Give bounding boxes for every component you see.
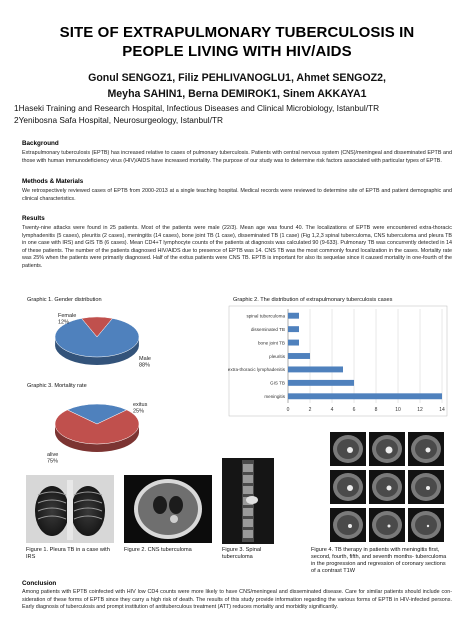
figure4-caption: Figure 4. TB therapy in patients with meningitis first, second, fourth, fifth, and seventh months- tuberculoma in the progression and regression of coronary sections of a contrast T1W xyxy=(311,547,447,574)
y-tick-label: pleuritis xyxy=(269,353,285,359)
conclusion-heading: Conclusion xyxy=(22,580,57,587)
x-tick-label: 10 xyxy=(395,407,401,413)
figure1-caption: Figure 1. Pleura TB in a case with IRS xyxy=(26,547,110,560)
bar-spinal-tuberculoma xyxy=(288,313,299,319)
authors-line-1: Gonul SENGOZ1, Filiz PEHLIVANOGLU1, Ahmet SENGOZ2, xyxy=(88,72,386,84)
eptb-bar-chart xyxy=(228,305,448,417)
graphic2-title: Graphic 2. The distribution of extrapulmonary tuberculosis cases xyxy=(233,297,393,303)
bar-meningitis xyxy=(288,393,442,399)
mri-panel-7 xyxy=(330,508,366,542)
brain-mri-grid xyxy=(328,430,446,545)
title-line-2: PEOPLE LIVING WITH HIV/AIDS xyxy=(122,43,352,60)
y-tick-label: GIS TB xyxy=(270,380,285,386)
brain-ct-image xyxy=(124,475,212,543)
affiliation-1: 1Haseki Training and Research Hospital, Infectious Diseases and Clinical Microbiology, Istanbul/TR xyxy=(14,103,380,113)
spine-mri-image xyxy=(222,458,274,544)
mri-panel-5 xyxy=(369,470,405,504)
y-tick-label: extra-thoracic lymphadenitis xyxy=(228,367,285,373)
title-line-1: SITE OF EXTRAPULMONARY TUBERCULOSIS IN xyxy=(59,24,415,41)
mortality-pie-chart xyxy=(27,392,207,466)
background-text: Extrapulmonary tuberculosis (EPTB) has increased relative to cases of pulmonary tuberculosis. Patients with central nervous system (CNS)/meningeal and disseminated EPTB and those with human immunodeficiency virus (HIV)/AIDS have increased mortality. The purpose of our study was to determine risk factors associated with particular types of EPTB. xyxy=(22,150,452,164)
methods-text: We retrospectively reviewed cases of EPTB from 2000-2013 at a single teaching hospital. Medical records were reviewed to determine site of EPTB and patient demographic and clinical characteristics. xyxy=(22,188,452,202)
results-text: Twenty-nine attacks were found in 25 patients. Most of the patients were male (22/3). Mean age was found 40. The localizations of EPTB were encountered extra-thoracic lymphadenitis (5 cases), pleuritis (2 cases), meningitis (14 cases), bone joint TB (1 case), disseminated TB (1 case) (Fig 1,2,3 spinal tuberculoma, CNS tuberculoma and pleura TB in one case with IRS) and GIS TB (6 cases). Mean CD4+T lymphocyte counts of the patients at diagnosis was calculated 90 (9-633). Pulmonary TB was concurrently detected in 14 of these patients. The number of the patients diagnosed HIV/AIDS due to presence of EPTB was 14. CNS TB was the most commonly found localization in the cases. Mortality rate was 25% when the patients were primarily diagnosed. Half of the exitus patients were CNS TB. EPTB is important for also its sequelae since it caused mortality in one-fourth of the patients. xyxy=(22,225,452,269)
x-tick-label: 0 xyxy=(286,407,290,413)
x-tick-label: 2 xyxy=(308,407,312,413)
mri-panel-8 xyxy=(369,508,405,542)
poster-title xyxy=(10,23,464,61)
y-tick-label: bone joint TB xyxy=(258,340,285,346)
graphic3-title: Graphic 3. Mortality rate xyxy=(27,383,87,389)
mri-panel-3 xyxy=(408,432,444,466)
x-tick-label: 4 xyxy=(330,407,334,413)
y-tick-label: disseminated TB xyxy=(250,326,285,332)
figure2-caption: Figure 2. CNS tuberculoma xyxy=(124,547,192,553)
mri-panel-4 xyxy=(330,470,366,504)
pie-label-female: Female 12% xyxy=(58,313,77,326)
figure3-caption: Figure 3. Spinal tuberculoma xyxy=(222,547,262,560)
conclusion-text: Among patients with EPTB coinfected with HIV low CD4 counts were more likely to have CNS/meningeal and disseminated disease. Care for similar patients should include con- sideration of these forms of EPTB since they carry a high risk of death. The results of this study provide information regarding the various forms of EPTB in HIV-infected persons. Early diagnosis of tuberculosis and prompt institution of antituberculous treatment (ATT) reduces mortality and morbidity significantly. xyxy=(22,589,452,611)
bar-extra-thoracic-lymphadenitis xyxy=(288,366,343,372)
author-list xyxy=(10,70,464,102)
bar-disseminated-TB xyxy=(288,326,299,332)
mri-panel-1 xyxy=(330,432,366,466)
authors-line-2: Meyha SAHIN1, Berna DEMIROK1, Sinem AKKAYA1 xyxy=(107,88,367,100)
results-heading: Results xyxy=(22,215,45,222)
y-tick-label: meningitis xyxy=(264,394,285,400)
x-tick-label: 8 xyxy=(374,407,378,413)
pie-label-male: Male 88% xyxy=(139,356,151,369)
pie-label-exitus: exitus 25% xyxy=(133,402,148,415)
background-heading: Background xyxy=(22,140,59,147)
x-tick-label: 14 xyxy=(439,407,445,413)
mri-panel-9 xyxy=(408,508,444,542)
mri-panel-6 xyxy=(408,470,444,504)
graphic1-title: Graphic 1. Gender distribution xyxy=(27,297,102,303)
bar-chart-frame xyxy=(229,306,447,416)
x-tick-label: 6 xyxy=(352,407,356,413)
x-tick-label: 12 xyxy=(417,407,423,413)
bar-bone-joint-TB xyxy=(288,340,299,346)
bar-GIS-TB xyxy=(288,380,354,386)
bar-pleuritis xyxy=(288,353,310,359)
methods-heading: Methods & Materials xyxy=(22,178,84,185)
mri-panel-2 xyxy=(369,432,405,466)
y-tick-label: spinal tuberculoma xyxy=(246,313,285,319)
pie-label-alive: alive 75% xyxy=(47,452,59,465)
affiliation-2: 2Yenibosna Safa Hospital, Neurosurgeology, Istanbul/TR xyxy=(14,115,223,125)
chest-xray-image xyxy=(26,475,114,543)
gender-pie-chart xyxy=(27,305,207,375)
